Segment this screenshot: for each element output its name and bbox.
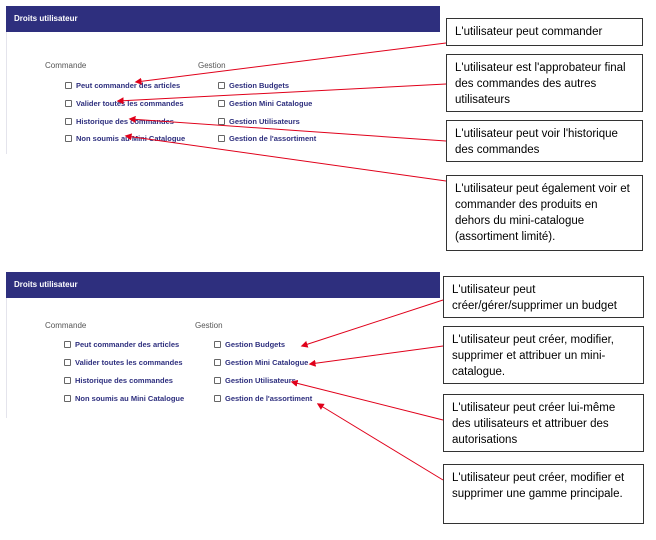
- option-label: Valider toutes les commandes: [75, 358, 183, 367]
- checkbox-icon[interactable]: [64, 377, 71, 384]
- callout-budget: L'utilisateur peut créer/gérer/supprimer un budget: [443, 276, 644, 318]
- commande-column-title: Commande: [45, 321, 87, 330]
- commande-column-title: Commande: [45, 61, 87, 70]
- option-label: Gestion de l'assortiment: [229, 134, 317, 143]
- checkbox-icon[interactable]: [214, 359, 221, 366]
- checkbox-gestion-mini-catalogue[interactable]: [214, 358, 308, 367]
- checkbox-valider-commandes[interactable]: [64, 358, 183, 367]
- callout-assortiment: L'utilisateur peut créer, modifier et supprimer une gamme principale.: [443, 464, 644, 524]
- option-label: Historique des commandes: [76, 117, 174, 126]
- option-label: Non soumis au Mini Catalogue: [76, 134, 186, 143]
- checkbox-peut-commander[interactable]: [65, 81, 180, 90]
- callout-utilisateurs: L'utilisateur peut créer lui-même des utilisateurs et attribuer des autorisations: [443, 394, 644, 452]
- checkbox-icon[interactable]: [65, 100, 72, 107]
- checkbox-icon[interactable]: [214, 395, 221, 402]
- checkbox-icon[interactable]: [65, 118, 72, 125]
- option-label: Gestion Utilisateurs: [225, 376, 296, 385]
- panel-body: [6, 32, 440, 154]
- callout-hors-mini-catalogue: L'utilisateur peut également voir et commander des produits en dehors du mini-catalogue (assortiment limité).: [446, 175, 643, 251]
- checkbox-icon[interactable]: [64, 341, 71, 348]
- option-label: Gestion Mini Catalogue: [229, 99, 313, 108]
- checkbox-gestion-assortiment[interactable]: [218, 134, 316, 143]
- callout-peut-commander: L'utilisateur peut commander: [446, 18, 643, 46]
- option-label: Gestion Mini Catalogue: [225, 358, 309, 367]
- checkbox-icon[interactable]: [218, 135, 225, 142]
- checkbox-historique-commandes[interactable]: [64, 376, 173, 385]
- checkbox-icon[interactable]: [64, 359, 71, 366]
- checkbox-valider-commandes[interactable]: [65, 99, 184, 108]
- option-label: Gestion Utilisateurs: [229, 117, 300, 126]
- callout-historique: L'utilisateur peut voir l'historique des commandes: [446, 120, 643, 162]
- panel-body: [6, 298, 440, 418]
- checkbox-icon[interactable]: [218, 100, 225, 107]
- gestion-column-title: Gestion: [195, 321, 223, 330]
- checkbox-icon[interactable]: [65, 82, 72, 89]
- gestion-column-title: Gestion: [198, 61, 226, 70]
- checkbox-icon[interactable]: [64, 395, 71, 402]
- checkbox-icon[interactable]: [218, 82, 225, 89]
- checkbox-non-soumis-mini-catalogue[interactable]: [64, 394, 184, 403]
- checkbox-gestion-mini-catalogue[interactable]: [218, 99, 312, 108]
- panel-header: Droits utilisateur: [6, 272, 440, 298]
- option-label: Gestion Budgets: [229, 81, 290, 90]
- checkbox-gestion-utilisateurs[interactable]: [214, 376, 296, 385]
- callout-approbateur-final: L'utilisateur est l'approbateur final des commandes des autres utilisateurs: [446, 54, 643, 112]
- permissions-panel-bottom: [6, 272, 440, 418]
- checkbox-icon[interactable]: [214, 341, 221, 348]
- panel-header: Droits utilisateur: [6, 6, 440, 32]
- checkbox-gestion-budgets[interactable]: [214, 340, 285, 349]
- checkbox-icon[interactable]: [218, 118, 225, 125]
- option-label: Gestion Budgets: [225, 340, 286, 349]
- option-label: Valider toutes les commandes: [76, 99, 184, 108]
- option-label: Non soumis au Mini Catalogue: [75, 394, 185, 403]
- checkbox-icon[interactable]: [65, 135, 72, 142]
- checkbox-historique-commandes[interactable]: [65, 117, 174, 126]
- checkbox-non-soumis-mini-catalogue[interactable]: [65, 134, 185, 143]
- checkbox-icon[interactable]: [214, 377, 221, 384]
- callout-mini-catalogue: L'utilisateur peut créer, modifier, supprimer et attribuer un mini-catalogue.: [443, 326, 644, 384]
- option-label: Peut commander des articles: [76, 81, 181, 90]
- checkbox-gestion-budgets[interactable]: [218, 81, 289, 90]
- permissions-panel-top: [6, 6, 440, 154]
- checkbox-gestion-utilisateurs[interactable]: [218, 117, 300, 126]
- checkbox-peut-commander[interactable]: [64, 340, 179, 349]
- option-label: Historique des commandes: [75, 376, 173, 385]
- checkbox-gestion-assortiment[interactable]: [214, 394, 312, 403]
- option-label: Peut commander des articles: [75, 340, 180, 349]
- option-label: Gestion de l'assortiment: [225, 394, 313, 403]
